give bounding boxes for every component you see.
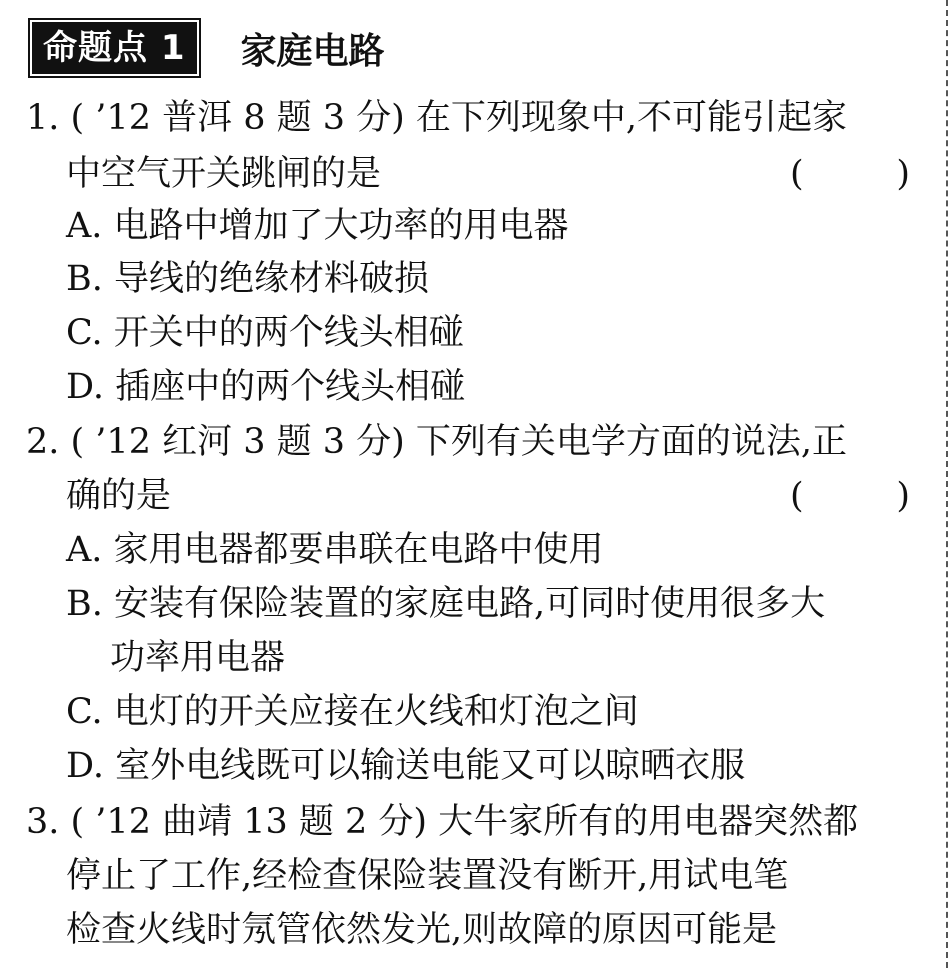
close-paren: ): [896, 476, 910, 516]
section-header: [32, 20, 385, 76]
q1-option-b: B. 导线的绝缘材料破损: [66, 259, 429, 299]
q2-stem-line-2: 确的是: [66, 476, 172, 516]
open-paren: (: [790, 476, 804, 516]
q1-option-a: A. 电路中增加了大功率的用电器: [66, 206, 569, 246]
q2-option-a: A. 家用电器都要串联在电路中使用: [66, 530, 604, 570]
section-title: 家庭电路: [240, 30, 385, 72]
close-paren: ): [896, 154, 910, 194]
q1-stem-line-2: 中空气开关跳闸的是: [66, 154, 382, 194]
q3-stem-line-1: 3. ( ’12 曲靖 13 题 2 分) 大牛家所有的用电器突然都: [26, 802, 859, 842]
q2-option-b-line-1: B. 安装有保险装置的家庭电路,可同时使用很多大: [66, 584, 826, 624]
q3-stem-line-2: 停止了工作,经检查保险装置没有断开,用试电笔: [66, 856, 789, 896]
q1-option-d: D. 插座中的两个线头相碰: [66, 367, 466, 407]
q1-option-c: C. 开关中的两个线头相碰: [66, 313, 464, 353]
open-paren: (: [790, 154, 804, 194]
q1-answer-parens: [790, 146, 910, 202]
q2-option-b-line-2: 功率用电器: [110, 638, 286, 678]
q2-answer-parens: [790, 468, 910, 524]
q2-stem-line-1: 2. ( ’12 红河 3 题 3 分) 下列有关电学方面的说法,正: [26, 422, 848, 462]
q3-stem-line-3: 检查火线时氖管依然发光,则故障的原因可能是: [66, 910, 778, 950]
q2-option-c: C. 电灯的开关应接在火线和灯泡之间: [66, 692, 639, 732]
section-tag: 命题点 1: [32, 22, 197, 74]
page-edge-dashed-rule: [946, 0, 948, 968]
q1-stem-line-1: 1. ( ’12 普洱 8 题 3 分) 在下列现象中,不可能引起家: [26, 98, 848, 138]
q2-option-d: D. 室外电线既可以输送电能又可以晾晒衣服: [66, 746, 746, 786]
